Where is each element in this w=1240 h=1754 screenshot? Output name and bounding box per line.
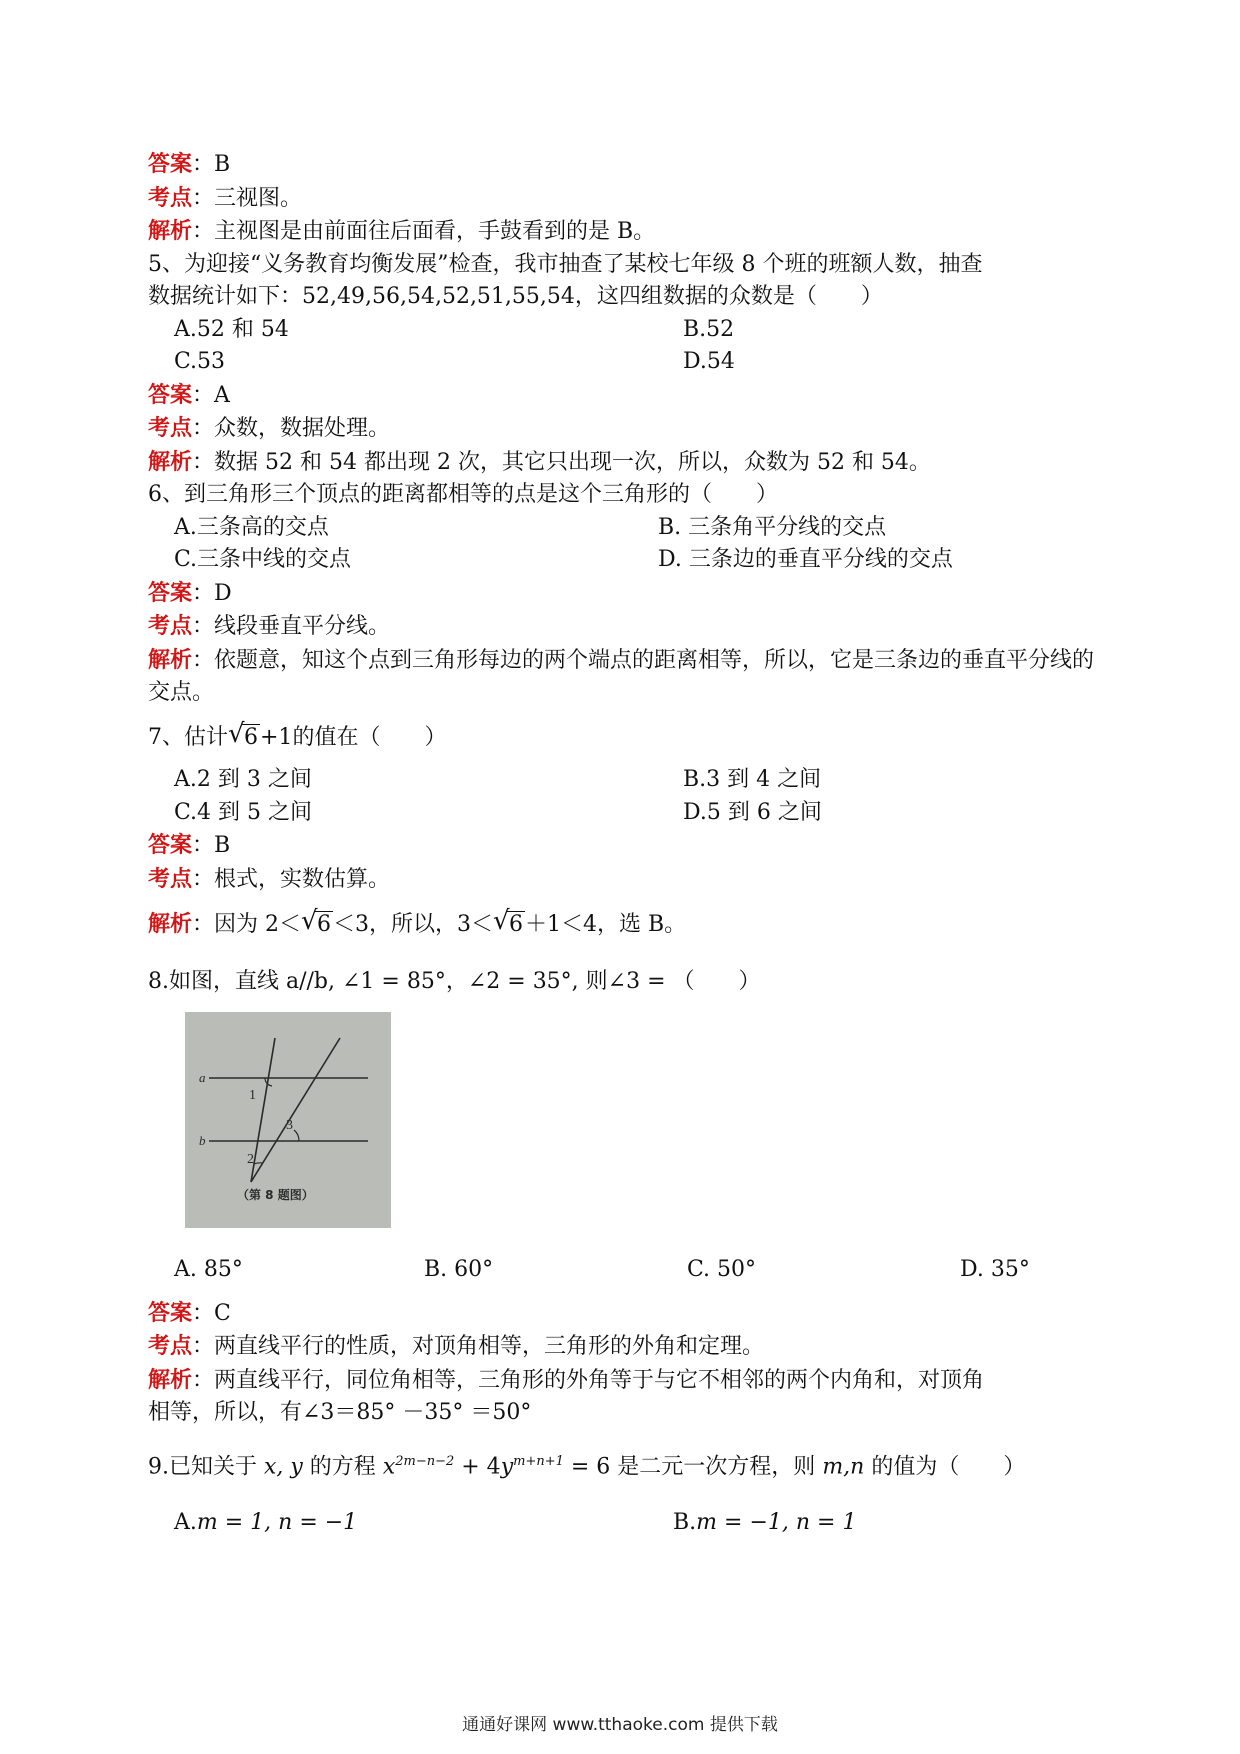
q9-term-2-suffix: = 6 — [563, 1453, 611, 1479]
point-label: 考点 — [148, 184, 193, 211]
q9-term-1-base: x — [382, 1453, 396, 1479]
q8-option-d: D. 35° — [960, 1257, 1030, 1282]
q5-option-c: C.53 — [174, 349, 226, 374]
label-angle-3: 3 — [286, 1118, 293, 1133]
q9-stem-end: 的值为（ ） — [864, 1453, 1026, 1479]
q6-option-a: A.三条高的交点 — [174, 514, 329, 540]
q6-answer: ：D — [192, 580, 232, 606]
document-body — [148, 148, 1098, 1540]
q6-options-row-2 — [148, 544, 1098, 577]
q9-term-1-exponent: 2m−n−2 — [395, 1453, 455, 1469]
q8-point-line — [148, 1330, 1098, 1364]
q8-option-c: C. 50° — [687, 1257, 757, 1282]
q7-option-d: D.5 到 6 之间 — [683, 799, 822, 825]
q6-option-c: C.三条中线的交点 — [174, 547, 352, 572]
q7-stem-mid: +1 — [260, 724, 293, 750]
answer-label: 答案 — [148, 151, 193, 177]
q9-option-a-math: m = 1, n = −1 — [196, 1510, 358, 1536]
q9-option-b-math: m = −1, n = 1 — [696, 1510, 857, 1536]
parallel-lines-diagram — [185, 1012, 391, 1228]
q7-options-row-2 — [148, 797, 1098, 830]
q9-term-2-base: y — [500, 1453, 514, 1479]
q6-option-d: D. 三条边的垂直平分线的交点 — [658, 547, 953, 572]
answer-label: 答案 — [148, 381, 193, 408]
q6-option-b: B. 三条角平分线的交点 — [658, 514, 887, 540]
q5-options-row-2 — [148, 346, 1098, 379]
q6-options-row-1 — [148, 512, 1098, 545]
q6-point-line — [148, 610, 1098, 644]
transversal-right — [251, 1038, 340, 1182]
q9-option-a — [174, 1507, 709, 1540]
q8-answer: ：C — [192, 1300, 231, 1326]
q4-analysis: ：主视图是由前面往后面看，手鼓看到的是 B。 — [192, 219, 656, 244]
q7-options-row-1 — [148, 764, 1098, 797]
q7-analysis-part-2: ＜3，所以，3＜ — [333, 912, 494, 937]
analysis-label: 解析 — [148, 911, 193, 937]
q5-option-d: D.54 — [683, 349, 735, 374]
q8-option-a: A. 85° — [174, 1257, 243, 1282]
q9-stem-suffix: 是二元一次方程，则 — [610, 1453, 823, 1479]
analysis-label: 解析 — [148, 448, 193, 475]
q5-point: ：众数，数据处理。 — [192, 416, 391, 441]
q7-point: ：根式，实数估算。 — [192, 866, 391, 892]
answer-label: 答案 — [148, 1299, 193, 1326]
q9-term-2-exponent: m+n+1 — [513, 1453, 564, 1469]
q9-option-a-prefix: A. — [174, 1510, 197, 1536]
q6-analysis: ：依题意，知这个点到三角形每边的两个端点的距离相等，所以，它是三条边的垂直平分线的交点。 — [148, 647, 1095, 705]
q6-point: ：线段垂直平分线。 — [192, 614, 391, 639]
q5-point-line — [148, 412, 1098, 446]
q4-point-line — [148, 182, 1098, 216]
label-b: b — [199, 1133, 206, 1148]
radical-sign-icon: √ — [493, 906, 510, 936]
point-label: 考点 — [148, 415, 193, 441]
q5-answer-line — [148, 379, 1098, 413]
label-angle-1: 1 — [249, 1088, 256, 1103]
q9-stem — [148, 1446, 1098, 1484]
point-label: 考点 — [148, 613, 193, 639]
q5-answer: ：A — [192, 382, 230, 408]
q4-point: ：三视图。 — [192, 185, 303, 211]
q6-answer-line — [148, 577, 1098, 611]
label-angle-2: 2 — [247, 1152, 254, 1167]
q9-stem-prefix: 9.已知关于 — [148, 1453, 264, 1479]
q8-option-b: B. 60° — [424, 1257, 494, 1282]
q5-stem-line-1: 5、为迎接“义务教育均衡发展”检查，我市抽查了某校七年级 8 个班的班额人数，抽查 — [148, 251, 983, 277]
q7-point-line — [148, 863, 1098, 897]
answer-label: 答案 — [148, 579, 193, 606]
q5-options-row-1 — [148, 314, 1098, 347]
q7-stem-prefix: 7、估计 — [148, 724, 228, 750]
q9-term-2-prefix: + 4 — [454, 1453, 501, 1479]
q8-stem: 8.如图，直线 a//b, ∠1 = 85°，∠2 = 35°, 则∠3 = （ ） — [148, 968, 761, 994]
q9-option-b — [673, 1507, 856, 1540]
q9-stem-mid: 的方程 — [302, 1453, 383, 1479]
q8-point: ：两直线平行的性质，对顶角相等，三角形的外角和定理。 — [192, 1334, 765, 1359]
figure-caption: （第 8 题图） — [237, 1188, 314, 1202]
q7-stem-suffix: 的值在（ ） — [292, 724, 447, 750]
q9-option-b-prefix: B. — [673, 1510, 697, 1536]
q6-analysis-line — [148, 644, 1098, 710]
q7-answer-line — [148, 829, 1098, 863]
point-label: 考点 — [148, 865, 193, 892]
q7-option-b: B.3 到 4 之间 — [683, 767, 822, 792]
q5-option-a: A.52 和 54 — [174, 316, 289, 342]
sqrt-expression — [493, 906, 525, 942]
analysis-label: 解析 — [148, 646, 193, 673]
q5-analysis: ：数据 52 和 54 都出现 2 次，其它只出现一次，所以，众数为 52 和 54。 — [192, 449, 931, 475]
page-footer: 通通好课网 www.tthaoke.com 提供下载 — [462, 1715, 778, 1735]
q7-stem — [148, 718, 1098, 755]
sqrt-expression — [301, 906, 333, 942]
radical-sign-icon: √ — [301, 906, 318, 936]
q5-analysis-line — [148, 446, 1098, 480]
q4-analysis-line — [148, 215, 1098, 249]
q8-options — [148, 1254, 1098, 1287]
q9-target: m,n — [822, 1453, 865, 1479]
label-a: a — [199, 1070, 206, 1085]
transversal-left — [251, 1038, 275, 1182]
q7-option-a: A.2 到 3 之间 — [174, 767, 312, 792]
q7-radicand: 6 — [244, 724, 258, 750]
radical-sign-icon: √ — [228, 718, 245, 749]
answer-label: 答案 — [148, 832, 193, 858]
q7-analysis-part-1: ：因为 2＜ — [192, 912, 302, 937]
q5-stem-line-2: 数据统计如下：52,49,56,54,52,51,55,54，这四组数据的众数是（ ） — [148, 284, 883, 309]
angle-3-arc — [294, 1130, 299, 1141]
q4-answer: ：B — [192, 152, 231, 177]
q7-option-c: C.4 到 5 之间 — [174, 799, 313, 825]
q9-options-row-1 — [148, 1507, 1098, 1540]
analysis-label: 解析 — [148, 218, 193, 244]
q4-answer-line — [148, 148, 1098, 182]
q8-analysis-line-2: 相等，所以，有∠3＝85° －35° ＝50° — [148, 1400, 532, 1425]
q8-figure — [185, 1012, 391, 1228]
q7-analysis-line — [148, 908, 1098, 942]
q8-answer-line — [148, 1297, 1098, 1331]
analysis-label: 解析 — [148, 1366, 193, 1393]
q7-answer: ：B — [192, 833, 231, 858]
sqrt-expression — [228, 718, 260, 755]
q8-analysis-line-1 — [148, 1364, 1098, 1398]
q8-analysis-1: ：两直线平行，同位角相等，三角形的外角等于与它不相邻的两个内角和，对顶角 — [192, 1367, 985, 1393]
q7-analysis-radicand-2: 6 — [509, 912, 524, 937]
q7-analysis-radicand-1: 6 — [317, 912, 332, 937]
q9-vars: x, y — [263, 1453, 303, 1479]
q7-analysis-part-3: ＋1＜4，选 B。 — [525, 912, 687, 937]
q6-stem: 6、到三角形三个顶点的距离都相等的点是这个三角形的（ ） — [148, 482, 778, 507]
q5-option-b: B.52 — [683, 316, 735, 342]
point-label: 考点 — [148, 1333, 193, 1359]
